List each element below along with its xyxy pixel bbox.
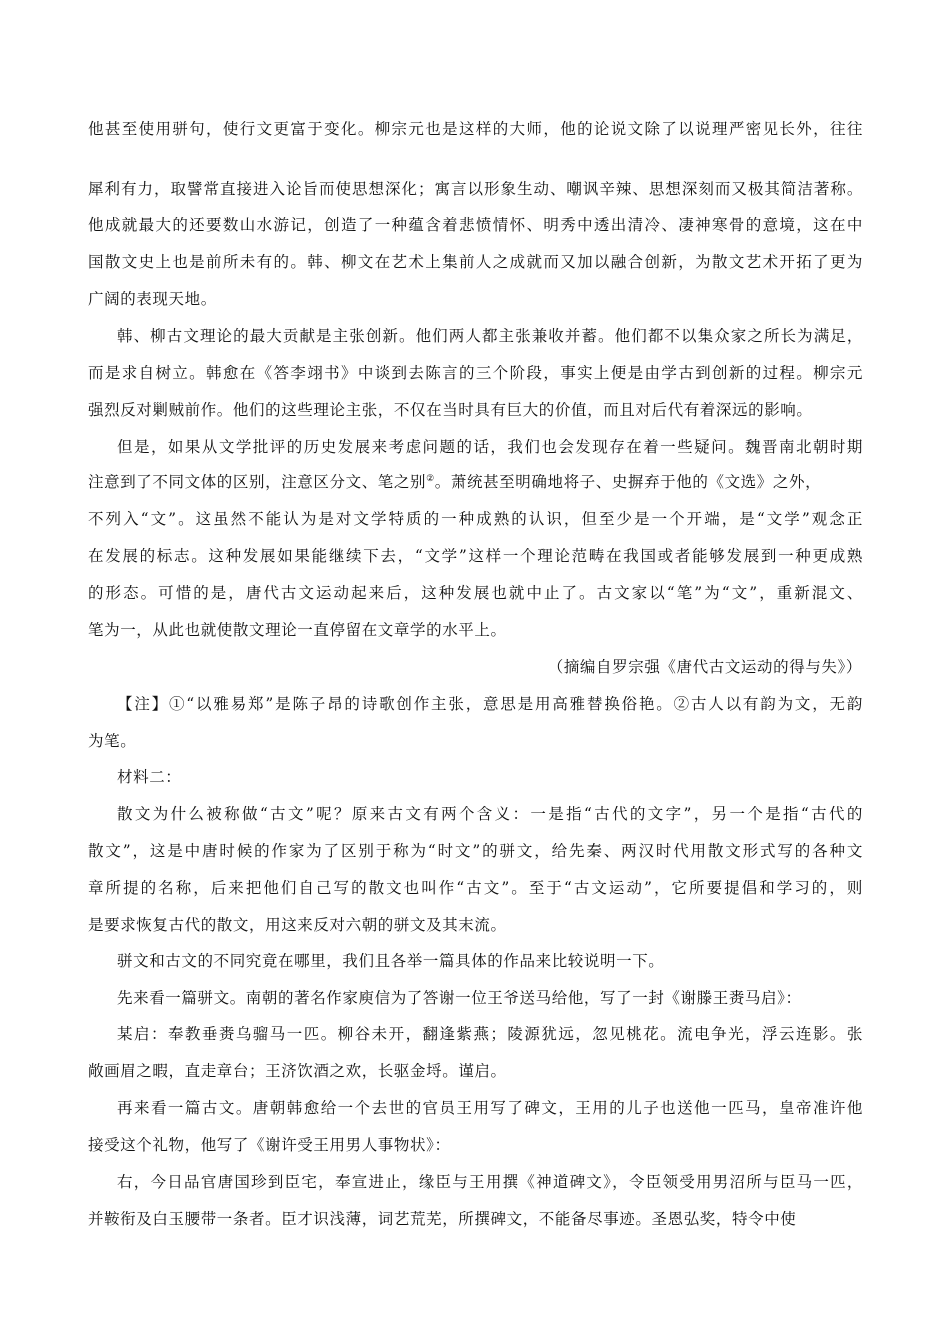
note-line: 为笔。 [88,732,137,750]
paragraph-start-line: 散文为什么被称做“古文”呢？原来古文有两个含义：一是指“古代的文字”，另一个是指“古代的 [117,805,863,823]
paragraph-start-line: 但是，如果从文学批评的历史发展来考虑问题的话，我们也会发现存在着一些疑问。魏晋南北朝时期 [117,438,863,456]
paragraph-start-line: 韩、柳古文理论的最大贡献是主张创新。他们两人都主张兼收并蓄。他们都不以集众家之所长为满足， [117,327,863,345]
line-text: 注意到了不同文体的区别，注意区分文、笔之别 [88,473,427,491]
text-line-with-note [88,471,863,493]
quote-line: 某启：奉教垂赉乌骝马一匹。柳谷未开，翻逢紫燕；陵源犹远，忽见桃花。流电争光，浮云连影。张 [117,1025,863,1043]
text-line: 接受这个礼物，他写了《谢许受王用男人事物状》： [88,1136,451,1154]
quote-line: 并鞍衔及白玉腰带一条者。臣才识浅薄，词艺荒芜，所撰碑文，不能备尽事迹。圣恩弘奖，特令中使 [88,1210,797,1228]
text-line: 他成就最大的还要数山水游记，创造了一种蕴含着悲愤情怀、明秀中透出清冷、凄神寒骨的意境，这在中 [88,216,863,234]
section-heading: 材料二： [117,768,182,786]
text-line: 散文”，这是中唐时候的作家为了区别于称为“时文”的骈文，给先秦、两汉时代用散文形式写的各种文 [88,842,863,860]
text-line: 他甚至使用骈句，使行文更富于变化。柳宗元也是这样的大师，他的论说文除了以说理严密见长外，往往 [88,120,863,138]
quote-line: 敞画眉之暇，直走章台；王济饮酒之欢，长驱金埒。谨启。 [88,1062,507,1080]
text-line: 国散文史上也是前所未有的。韩、柳文在艺术上集前人之成就而又加以融合创新，为散文艺术开拓了更为 [88,253,863,271]
text-line: 而是求自树立。韩愈在《答李翊书》中谈到去陈言的三个阶段，事实上便是由学古到创新的过程。柳宗元 [88,364,863,382]
text-line: 笔为一，从此也就使散文理论一直停留在文章学的水平上。 [88,621,507,639]
text-line: 是要求恢复古代的散文，用这来反对六朝的骈文及其末流。 [88,916,507,934]
text-line: 章所提的名称，后来把他们自己写的散文也叫作“古文”。至于“古文运动”，它所要提倡和学习的，则 [88,879,863,897]
text-line: 强烈反对剿贼前作。他们的这些理论主张，不仅在当时具有巨大的价值，而且对后代有着深远的影响。 [88,401,813,419]
text-line: 犀利有力，取譬常直接进入论旨而使思想深化；寓言以形象生动、嘲讽辛辣、思想深刻而又极其简洁著称。 [88,180,863,198]
note-line: 【注】①“以雅易郑”是陈子昂的诗歌创作主张，意思是用高雅替换俗艳。②古人以有韵为文，无韵 [117,695,863,713]
text-line: 广阔的表现天地。 [88,290,217,308]
text-line: 的形态。可惜的是，唐代古文运动起来后，这种发展也就中止了。古文家以“笔”为“文”，重新混文、 [88,584,863,602]
text-line: 不列入“文”。这虽然不能认为是对文学特质的一种成熟的认识，但至少是一个开端，是“文学”观念正 [88,510,863,528]
footnote-marker: ② [426,473,435,484]
paragraph-start-line: 先来看一篇骈文。南朝的著名作家庾信为了答谢一位王爷送马给他，写了一封《谢滕王赉马启》： [117,989,802,1007]
text-line: 在发展的标志。这种发展如果能继续下去，“文学”这样一个理论范畴在我国或者能够发展到一种更成熟 [88,547,863,565]
line-text-tail: 。萧统甚至明确地将子、史摒弃于他的《文选》之外， [434,473,822,491]
paragraph-start-line: 再来看一篇古文。唐朝韩愈给一个去世的官员王用写了碑文，王用的儿子也送他一匹马，皇帝准许他 [117,1099,863,1117]
source-citation: （摘编自罗宗强《唐代古文运动的得与失》） [547,658,862,676]
paragraph-start-line: 骈文和古文的不同究竟在哪里，我们且各举一篇具体的作品来比较说明一下。 [117,952,665,970]
quote-line: 右，今日品官唐国珍到臣宅，奉宣进止，缘臣与王用撰《神道碑文》，令臣领受用男沼所与臣马一匹， [117,1173,863,1191]
